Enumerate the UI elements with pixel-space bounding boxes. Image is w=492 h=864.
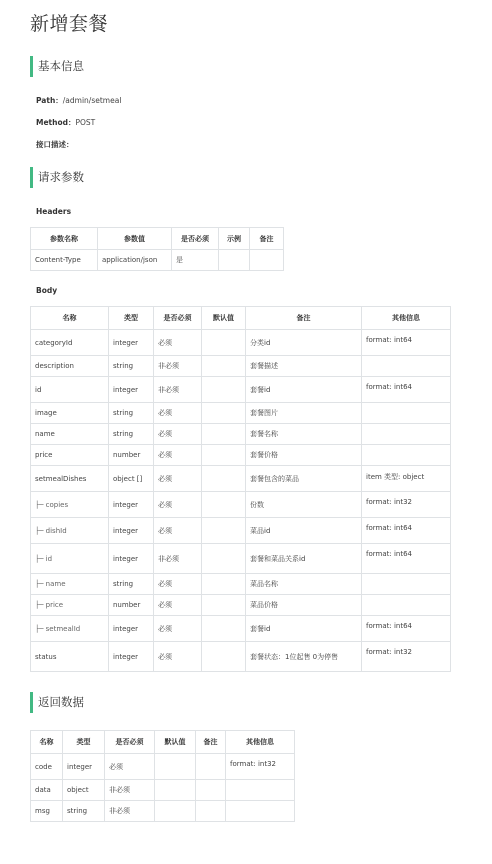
response-table-cell: object [63, 780, 105, 801]
body-table-cell: 菜品价格 [246, 595, 362, 616]
body-table-cell: integer [109, 492, 154, 518]
body-table-cell: ├─ setmealId [31, 616, 109, 642]
body-table-cell [362, 356, 451, 377]
body-table-cell: 非必须 [154, 544, 202, 574]
description-line [36, 139, 74, 150]
body-table-cell: 套餐名称 [246, 424, 362, 445]
body-table-cell: number [109, 445, 154, 466]
headers-table-column-header: 备注 [250, 228, 284, 250]
body-table-column-header: 备注 [246, 307, 362, 330]
body-table-cell: format: int64 [362, 330, 451, 356]
response-table-cell: 非必须 [105, 780, 155, 801]
response-table-cell [155, 780, 196, 801]
response-table-cell [155, 754, 196, 780]
body-table-row [31, 574, 451, 595]
response-table-column-header: 备注 [196, 731, 226, 754]
body-table-header [31, 307, 451, 330]
response-table-cell: code [31, 754, 63, 780]
response-table-cell [196, 754, 226, 780]
body-table-cell [202, 356, 246, 377]
response-table-cell: format: int32 [226, 754, 295, 780]
method-value: POST [75, 118, 96, 127]
body-table-cell: string [109, 574, 154, 595]
response-table [30, 730, 295, 822]
body-table-cell: object [] [109, 466, 154, 492]
body-table-cell [202, 616, 246, 642]
body-table-cell: string [109, 403, 154, 424]
headers-table-column-header: 是否必须 [172, 228, 219, 250]
body-table-row [31, 330, 451, 356]
body-table-column-header: 默认值 [202, 307, 246, 330]
body-table-cell: 套餐状态：1位起售 0为停售 [246, 642, 362, 672]
page-title: 新增套餐 [30, 13, 109, 35]
body-table-cell: string [109, 424, 154, 445]
body-table-cell: 必须 [154, 642, 202, 672]
body-table-cell: 菜品名称 [246, 574, 362, 595]
response-table-row [31, 780, 295, 801]
body-table-cell: 套餐id [246, 616, 362, 642]
body-table-cell: 必须 [154, 574, 202, 595]
body-table-row [31, 424, 451, 445]
body-table-column-header: 其他信息 [362, 307, 451, 330]
headers-table-column-header: 示例 [219, 228, 250, 250]
path-value: /admin/setmeal [62, 96, 122, 105]
body-table-cell [202, 595, 246, 616]
headers-table-header [31, 228, 284, 250]
body-table-cell: item 类型: object [362, 466, 451, 492]
response-table-cell: 必须 [105, 754, 155, 780]
body-table-cell: format: int64 [362, 377, 451, 403]
method-line [36, 117, 95, 128]
body-table-cell: 套餐价格 [246, 445, 362, 466]
body-table-cell: name [31, 424, 109, 445]
body-table-cell: 分类id [246, 330, 362, 356]
headers-label: Headers [36, 207, 72, 216]
body-table-cell: number [109, 595, 154, 616]
response-table-cell: data [31, 780, 63, 801]
body-table-cell: integer [109, 544, 154, 574]
body-table-cell: ├─ name [31, 574, 109, 595]
body-table-cell [202, 424, 246, 445]
body-table-row [31, 356, 451, 377]
body-table-cell [202, 574, 246, 595]
response-table-column-header: 默认值 [155, 731, 196, 754]
response-table-cell [226, 780, 295, 801]
body-table-cell: id [31, 377, 109, 403]
body-table-row [31, 492, 451, 518]
body-table-cell: categoryId [31, 330, 109, 356]
body-table-cell: integer [109, 642, 154, 672]
body-table-cell [362, 574, 451, 595]
body-table-cell: integer [109, 330, 154, 356]
body-table-row [31, 616, 451, 642]
headers-table-cell: 是 [172, 250, 219, 271]
headers-table-cell [219, 250, 250, 271]
body-table-cell: ├─ price [31, 595, 109, 616]
response-table-cell: msg [31, 801, 63, 822]
body-table-cell [202, 466, 246, 492]
body-table-cell: 必须 [154, 466, 202, 492]
body-table-cell [362, 445, 451, 466]
body-table-cell: format: int64 [362, 616, 451, 642]
body-table-cell: integer [109, 616, 154, 642]
response-table-row [31, 801, 295, 822]
body-table-cell: setmealDishes [31, 466, 109, 492]
body-table-row [31, 544, 451, 574]
description-label: 接口描述： [36, 140, 74, 149]
body-table-row [31, 403, 451, 424]
body-table-row [31, 466, 451, 492]
body-table-cell: 套餐描述 [246, 356, 362, 377]
body-table-cell: 必须 [154, 595, 202, 616]
section-heading-basic: 基本信息 [30, 56, 84, 77]
path-label: Path： [36, 96, 63, 105]
body-table-cell [202, 544, 246, 574]
body-table-cell: 必须 [154, 445, 202, 466]
body-table-row [31, 377, 451, 403]
body-table-cell: image [31, 403, 109, 424]
response-table-cell [196, 780, 226, 801]
body-table-cell: 套餐id [246, 377, 362, 403]
body-table-column-header: 是否必须 [154, 307, 202, 330]
body-table-row [31, 642, 451, 672]
body-table-cell: 套餐包含的菜品 [246, 466, 362, 492]
body-table-cell: format: int32 [362, 492, 451, 518]
body-table-cell: format: int32 [362, 642, 451, 672]
body-table-cell: status [31, 642, 109, 672]
body-table-cell: description [31, 356, 109, 377]
response-table-cell: string [63, 801, 105, 822]
body-table-row [31, 595, 451, 616]
body-table-cell: 非必须 [154, 356, 202, 377]
headers-table-cell [250, 250, 284, 271]
response-table-cell [226, 801, 295, 822]
body-table-cell: integer [109, 377, 154, 403]
headers-table-column-header: 参数值 [98, 228, 172, 250]
body-table-cell [362, 403, 451, 424]
response-table-cell [196, 801, 226, 822]
body-table-cell: 必须 [154, 492, 202, 518]
body-table-cell: 套餐图片 [246, 403, 362, 424]
headers-table [30, 227, 284, 271]
response-table-header [31, 731, 295, 754]
response-table-column-header: 是否必须 [105, 731, 155, 754]
body-table-cell: integer [109, 518, 154, 544]
body-table-cell [202, 330, 246, 356]
body-table-cell: 菜品id [246, 518, 362, 544]
body-table-cell [362, 595, 451, 616]
body-table-cell: format: int64 [362, 544, 451, 574]
body-table-cell [202, 642, 246, 672]
body-table-cell [362, 424, 451, 445]
body-table-cell: 套餐和菜品关系id [246, 544, 362, 574]
section-heading-response: 返回数据 [30, 692, 84, 713]
body-table-cell: format: int64 [362, 518, 451, 544]
response-table-column-header: 其他信息 [226, 731, 295, 754]
response-table-row [31, 754, 295, 780]
headers-table-column-header: 参数名称 [31, 228, 98, 250]
body-table-cell [202, 492, 246, 518]
body-table-cell: 必须 [154, 424, 202, 445]
body-table-column-header: 类型 [109, 307, 154, 330]
body-table-cell: 份数 [246, 492, 362, 518]
response-table-cell: 非必须 [105, 801, 155, 822]
headers-table-row [31, 250, 284, 271]
body-table-cell: 必须 [154, 616, 202, 642]
body-table-cell: 必须 [154, 403, 202, 424]
response-table-column-header: 类型 [63, 731, 105, 754]
body-table [30, 306, 451, 672]
headers-table-cell: application/json [98, 250, 172, 271]
body-table-row [31, 445, 451, 466]
section-heading-request: 请求参数 [30, 167, 84, 188]
response-table-cell [155, 801, 196, 822]
body-table-cell: ├─ id [31, 544, 109, 574]
response-table-cell: integer [63, 754, 105, 780]
body-table-cell [202, 445, 246, 466]
body-label: Body [36, 286, 58, 295]
body-table-row [31, 518, 451, 544]
method-label: Method： [36, 118, 76, 127]
body-table-cell: ├─ copies [31, 492, 109, 518]
body-table-cell: 非必须 [154, 377, 202, 403]
response-table-column-header: 名称 [31, 731, 63, 754]
path-line [36, 95, 121, 106]
body-table-cell [202, 377, 246, 403]
headers-table-cell: Content-Type [31, 250, 98, 271]
body-table-cell: price [31, 445, 109, 466]
body-table-cell: string [109, 356, 154, 377]
body-table-cell: 必须 [154, 330, 202, 356]
body-table-column-header: 名称 [31, 307, 109, 330]
body-table-cell [202, 518, 246, 544]
body-table-cell: ├─ dishId [31, 518, 109, 544]
body-table-cell [202, 403, 246, 424]
body-table-cell: 必须 [154, 518, 202, 544]
